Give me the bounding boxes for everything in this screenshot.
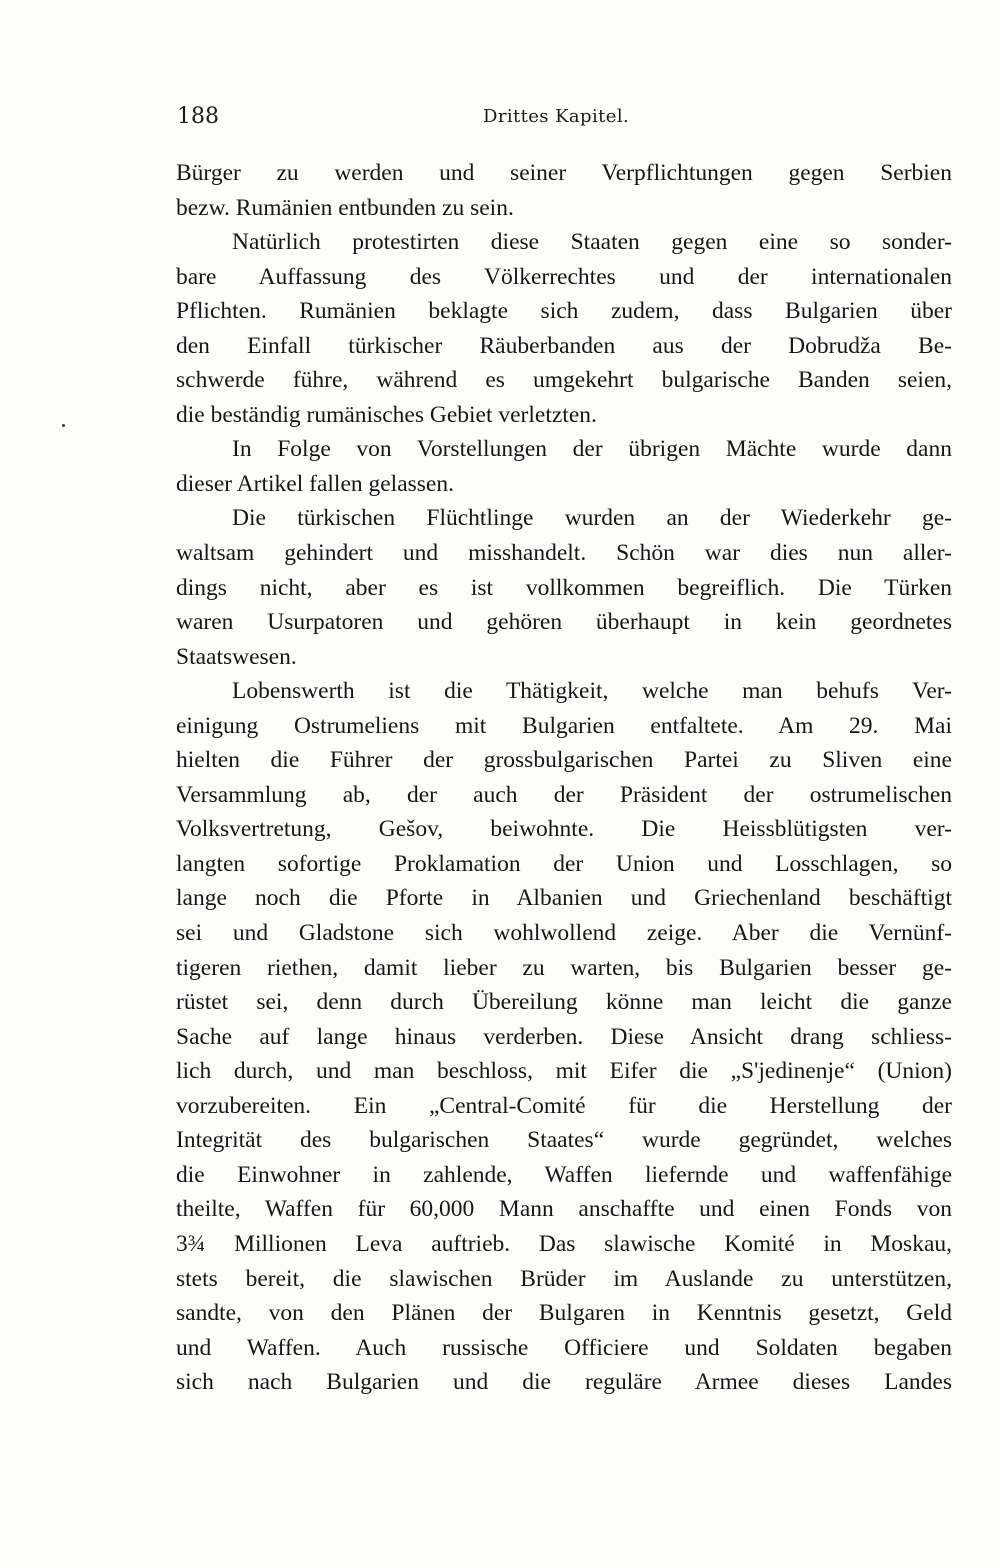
text-line: vorzubereiten. Ein „Central-Comité für die Herstellung der <box>176 1092 952 1119</box>
text-line: waren Usurpatoren und gehören überhaupt in kein geordnetes <box>176 609 952 636</box>
text-line: sich nach Bulgarien und die reguläre Armee dieses Landes <box>176 1369 952 1396</box>
text-line: lange noch die Pforte in Albanien und Griechenland beschäftigt <box>176 885 952 912</box>
text-line: 3¾ Millionen Leva auftrieb. Das slawische Komité in Moskau, <box>176 1230 952 1257</box>
text-line: Bürger zu werden und seiner Verpflichtungen gegen Serbien <box>176 160 952 186</box>
text-line: stets bereit, die slawischen Brüder im Auslande zu unterstützen, <box>176 1265 952 1292</box>
text-line: theilte, Waffen für 60,000 Mann anschaffte und einen Fonds von <box>176 1196 952 1223</box>
text-line: den Einfall türkischer Räuberbanden aus der Dobrudža Be- <box>176 332 952 359</box>
text-line: die beständig rumänisches Gebiet verletzten. <box>176 401 597 428</box>
text-line: Lobenswerth ist die Thätigkeit, welche man behufs Ver- <box>232 678 952 705</box>
text-line: bare Auffassung des Völkerrechtes und der internationalen <box>176 263 952 290</box>
text-line: sei und Gladstone sich wohlwollend zeige. Aber die Vernünf- <box>176 920 952 947</box>
text-line: waltsam gehindert und misshandelt. Schön war dies nun aller- <box>176 540 952 567</box>
ink-speck <box>62 424 65 427</box>
text-line: Die türkischen Flüchtlinge wurden an der Wiederkehr ge- <box>232 505 952 532</box>
text-line: und Waffen. Auch russische Officiere und Soldaten begaben <box>176 1334 952 1361</box>
text-line: Sache auf lange hinaus verderben. Diese Ansicht drang schliess- <box>176 1023 952 1050</box>
text-line: Versammlung ab, der auch der Präsident der ostrumelischen <box>176 781 952 808</box>
text-line: bezw. Rumänien entbunden zu sein. <box>176 194 514 221</box>
text-line: dieser Artikel fallen gelassen. <box>176 470 454 497</box>
text-line: Pflichten. Rumänien beklagte sich zudem, dass Bulgarien über <box>176 298 952 325</box>
text-line: dings nicht, aber es ist vollkommen begreiflich. Die Türken <box>176 574 952 601</box>
text-line: die Einwohner in zahlende, Waffen liefernde und waffenfähige <box>176 1161 952 1188</box>
page-header <box>177 104 952 138</box>
text-line: lich durch, und man beschloss, mit Eifer die „S'jedinenje“ (Union) <box>176 1058 952 1085</box>
text-line: langten sofortige Proklamation der Union und Losschlagen, so <box>176 850 952 877</box>
text-line: In Folge von Vorstellungen der übrigen Mächte wurde dann <box>232 436 952 463</box>
text-line: Natürlich protestirten diese Staaten gegen eine so sonder- <box>232 229 952 256</box>
text-line: rüstet sei, denn durch Übereilung könne man leicht die ganze <box>176 989 952 1016</box>
text-line: Integrität des bulgarischen Staates“ wurde gegründet, welches <box>176 1127 952 1154</box>
running-head: Drittes Kapitel. <box>483 106 630 127</box>
page-number: 188 <box>177 104 219 129</box>
text-line: Volksvertretung, Gešov, beiwohnte. Die Heissblütigsten ver- <box>176 816 952 843</box>
body-text <box>176 156 952 1400</box>
text-line: einigung Ostrumeliens mit Bulgarien entfaltete. Am 29. Mai <box>176 712 952 739</box>
text-line: schwerde führe, während es umgekehrt bulgarische Banden seien, <box>176 367 952 394</box>
text-line: hielten die Führer der grossbulgarischen Partei zu Sliven eine <box>176 747 952 774</box>
text-line: tigeren riethen, damit lieber zu warten, bis Bulgarien besser ge- <box>176 954 952 981</box>
text-line: sandte, von den Plänen der Bulgaren in Kenntnis gesetzt, Geld <box>176 1300 952 1327</box>
text-line: Staatswesen. <box>176 643 297 670</box>
